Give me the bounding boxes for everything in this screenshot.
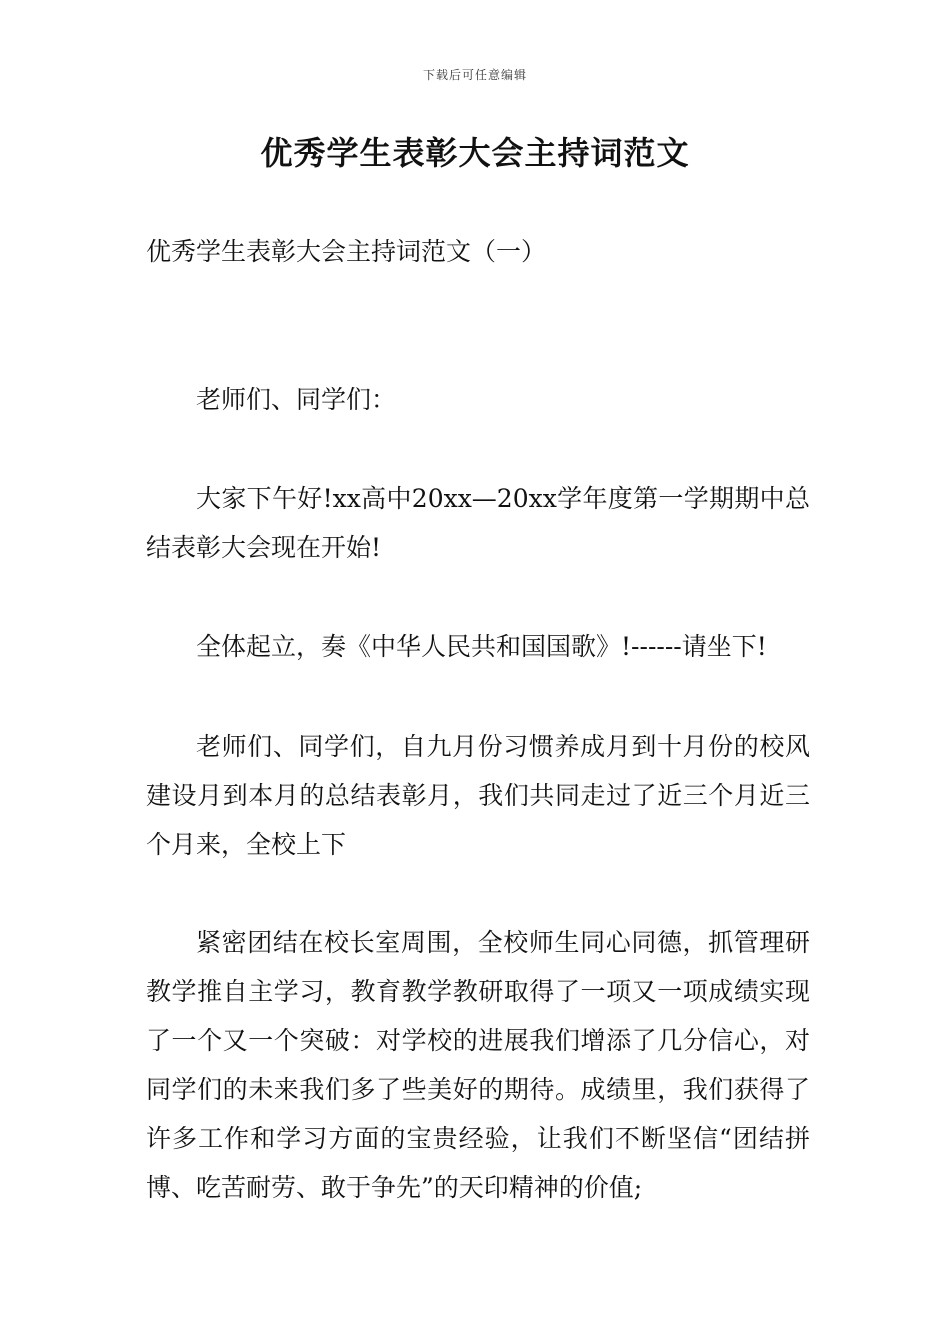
paragraph-review: 老师们、同学们，自九月份习惯养成月到十月份的校风建设月到本月的总结表彰月，我们共同走过了近三个月近三个月来，全校上下	[146, 732, 810, 859]
paragraph-greeting: 老师们、同学们：	[196, 385, 397, 414]
paragraph-opening: 大家下午好!xx高中20xx—20xx学年度第一学期期中总结表彰大会现在开始!	[146, 484, 810, 562]
header-note: 下载后可任意编辑	[422, 68, 527, 82]
paragraph-anthem: 全体起立，奏《中华人民共和国国歌》!------请坐下!	[196, 632, 767, 661]
document-subtitle: 优秀学生表彰大会主持词范文（一）	[146, 237, 547, 266]
document-title: 优秀学生表彰大会主持词范文	[260, 134, 690, 172]
paragraph-achievements: 紧密团结在校长室周围，全校师生同心同德，抓管理研教学推自主学习，教育教学教研取得了一项又一项成绩实现了一个又一个突破：对学校的进展我们增添了几分信心，对同学们的未来我们多了些美好的期待。成绩里，我们获得了许多工作和学习方面的宝贵经验，让我们不断坚信“团结拼博、吃苦耐劳、敢于争先”的天印精神的价值;	[146, 928, 810, 1202]
